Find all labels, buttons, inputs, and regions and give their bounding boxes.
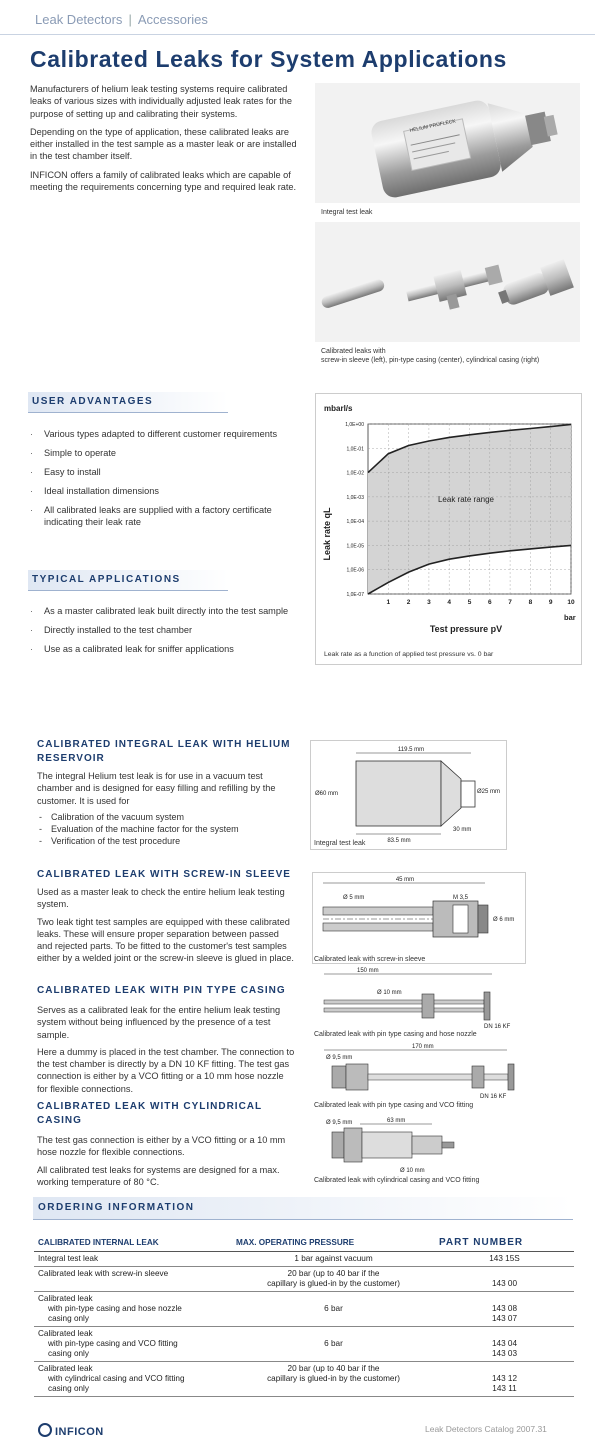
chart-y-tick-label: 1,0E-01 xyxy=(346,446,364,453)
cell-line: Integral test leak xyxy=(38,1254,99,1263)
list-item: - Evaluation of the machine factor for the system xyxy=(37,823,287,835)
pin-type-hose-drawing-box xyxy=(312,966,527,1028)
leak-rate-chart-box xyxy=(315,393,582,665)
header-rule xyxy=(0,34,595,35)
chart-y-tick-label: 1,0E-07 xyxy=(346,592,364,598)
cell-line xyxy=(439,1329,570,1339)
column-header-part-number: PART NUMBER xyxy=(435,1234,574,1252)
page-title: Calibrated Leaks for System Applications xyxy=(30,46,507,72)
screw-in-text xyxy=(37,886,295,965)
leak-rate-chart xyxy=(316,394,581,664)
chart-x-tick-label: 2 xyxy=(406,599,411,606)
integral-leak-drawing xyxy=(311,741,506,849)
breadcrumb-item-accessories[interactable]: Accessories xyxy=(137,12,208,27)
integral-leak-uses-list xyxy=(37,811,287,847)
cell-line: 143 00 xyxy=(491,1279,518,1288)
pin-type-vco-drawing-box xyxy=(312,1042,527,1100)
integral-leak-paragraph: The integral Helium test leak is for use in a vacuum test chamber and is designed for easy filling and refilling by the customer. It is used for xyxy=(37,771,276,806)
calibrated-leaks-caption xyxy=(321,347,539,365)
chart-y-tick-label: 1,0E-05 xyxy=(346,543,364,550)
chart-y-tick-label: 1,0E+00 xyxy=(345,422,364,428)
cell-pressure xyxy=(232,1292,435,1327)
cell-line xyxy=(439,1364,570,1374)
screw-in-drawing-caption: Calibrated leak with screw-in sleeve xyxy=(314,956,426,963)
cell-line: capillary is glued-in by the customer) xyxy=(267,1279,400,1288)
cell-leak-name xyxy=(34,1292,232,1327)
column-header-leak: CALIBRATED INTERNAL LEAK xyxy=(34,1234,232,1252)
chart-x-tick-label: 10 xyxy=(567,599,575,606)
screw-in-heading: CALIBRATED LEAK WITH SCREW-IN SLEEVE xyxy=(37,869,291,880)
cell-line: 143 12 xyxy=(491,1374,518,1383)
dim-diameter-neck: Ø25 mm xyxy=(477,789,501,795)
cell-line xyxy=(236,1294,431,1304)
typical-applications-rule xyxy=(28,590,228,591)
brand-logo xyxy=(38,1423,104,1438)
intro-text xyxy=(30,83,300,193)
cylindrical-drawing-caption: Calibrated leak with cylindrical casing and VCO fitting xyxy=(314,1177,480,1184)
integral-leak-caption: Integral test leak xyxy=(321,209,373,216)
list-item: · All calibrated leaks are supplied with a factory certificate indicating their leak rate xyxy=(28,504,293,528)
dim-flange: DN 16 KF xyxy=(484,1024,511,1028)
pin-type-hose-drawing xyxy=(312,966,527,1028)
calibrated-leaks-caption-line-2: screw-in sleeve (left), pin-type casing (center), cylindrical casing (right) xyxy=(321,357,540,364)
cell-leak-name xyxy=(34,1327,232,1362)
table-row xyxy=(34,1327,574,1362)
cell-line xyxy=(236,1329,431,1339)
cell-part-number xyxy=(435,1292,574,1327)
list-item: - Verification of the test procedure xyxy=(37,835,287,847)
user-advantages-list xyxy=(28,428,293,535)
typical-applications-list xyxy=(28,605,293,662)
ordering-rule xyxy=(33,1219,573,1220)
integral-leak-heading: CALIBRATED INTEGRAL LEAK WITH HELIUM RESERVOIR xyxy=(37,739,291,764)
cell-line: with pin-type casing and hose nozzle xyxy=(48,1304,182,1313)
dim-flange: DN 16 KF xyxy=(480,1094,507,1100)
cylindrical-drawing xyxy=(312,1112,492,1174)
leak-label-text: HELIUM PRÜFLECK xyxy=(409,118,457,135)
cell-line: 20 bar (up to 40 bar if the xyxy=(287,1364,380,1373)
chart-x-tick-label: 1 xyxy=(386,599,391,606)
chart-x-tick-label: 3 xyxy=(427,599,431,606)
cell-line: 143 03 xyxy=(491,1349,518,1358)
footer-catalog-ref: Leak Detectors Catalog 2007.31 xyxy=(425,1424,547,1434)
table-row xyxy=(34,1292,574,1327)
cell-part-number xyxy=(435,1252,574,1267)
chart-x-tick-label: 9 xyxy=(548,599,553,606)
dim-diameter: Ø 10 mm xyxy=(377,990,402,996)
list-item: · Ideal installation dimensions xyxy=(28,485,293,497)
cell-line: 143 04 xyxy=(491,1339,518,1348)
breadcrumb-separator: | xyxy=(128,12,132,27)
cell-line xyxy=(439,1269,570,1279)
integral-leak-text xyxy=(37,770,287,847)
calibrated-leaks-photo xyxy=(315,222,580,342)
dim-length: 119.5 mm xyxy=(397,747,425,753)
table-row xyxy=(34,1362,574,1397)
chart-x-tick-label: 5 xyxy=(467,599,472,606)
pin-type-vco-caption: Calibrated leak with pin type casing and VCO fitting xyxy=(314,1102,474,1109)
chart-y-unit: mbarl/s xyxy=(324,404,353,413)
chart-x-axis-label: Test pressure pV xyxy=(429,624,503,634)
list-item: · Various types adapted to different customer requirements xyxy=(28,428,293,440)
list-item: · Simple to operate xyxy=(28,447,293,459)
integral-leak-photo xyxy=(315,83,580,203)
pin-type-paragraph-2: Here a dummy is placed in the test chamber. The connection to the test chamber is directly by a DN 10 KF fitting. The test gas connection is either by a VCO fitting or a 10 mm hose nozzle for flexible connections. xyxy=(37,1046,295,1094)
cell-line: Calibrated leak with screw-in sleeve xyxy=(38,1269,169,1278)
cell-line: 6 bar xyxy=(324,1339,343,1348)
screw-in-drawing xyxy=(313,873,525,963)
cylindrical-drawing-box xyxy=(312,1112,492,1174)
cell-part-number xyxy=(435,1362,574,1397)
dim-diameter-small: Ø 5 mm xyxy=(343,895,365,901)
screw-in-drawing-box xyxy=(312,872,526,964)
typical-applications-heading: TYPICAL APPLICATIONS xyxy=(32,574,181,585)
dim-thread: M 3,5 xyxy=(453,895,469,901)
brand-name: INFICON xyxy=(55,1426,104,1438)
cell-line: with pin-type casing and VCO fitting xyxy=(48,1339,178,1348)
cell-pressure xyxy=(232,1327,435,1362)
dim-length: 170 mm xyxy=(412,1044,434,1050)
chart-x-tick-label: 4 xyxy=(447,599,452,606)
cylindrical-text xyxy=(37,1134,295,1188)
list-item: · As a master calibrated leak built directly into the test sample xyxy=(28,605,293,617)
chart-y-tick-label: 1,0E-03 xyxy=(346,494,364,501)
cell-pressure xyxy=(232,1252,435,1267)
dim-diameter-hose: Ø 10 mm xyxy=(400,1168,425,1174)
cell-line: casing only xyxy=(48,1314,89,1323)
dim-diameter-body: Ø60 mm xyxy=(315,791,339,797)
integral-leak-image xyxy=(315,83,580,203)
cell-leak-name xyxy=(34,1267,232,1292)
chart-y-axis-label: Leak rate qL xyxy=(322,507,332,561)
integral-drawing-caption: Integral test leak xyxy=(314,840,366,847)
cell-line: capillary is glued-in by the customer) xyxy=(267,1374,400,1383)
chart-y-tick-label: 1,0E-02 xyxy=(346,470,364,477)
pin-type-paragraph-1: Serves as a calibrated leak for the entire helium leak testing system without being influenced by the presence of a test sample. xyxy=(37,1005,281,1040)
cell-line: Calibrated leak xyxy=(38,1329,93,1338)
cylindrical-heading: CALIBRATED LEAK WITH CYLINDRICAL CASING xyxy=(37,1101,262,1126)
cell-line: 143 08 xyxy=(491,1304,518,1313)
dim-length: 63 mm xyxy=(387,1118,406,1124)
chart-y-tick-label: 1,0E-04 xyxy=(346,519,364,526)
pin-type-text xyxy=(37,1004,295,1095)
screw-in-paragraph-2: Two leak tight test samples are equipped with these calibrated leaks. These will ensure proper separation between passed and rejected parts. To be fitted to the customer's test samples either by a welded joint or the screw-in sleeve is glued in place. xyxy=(37,916,294,964)
cell-line: 20 bar (up to 40 bar if the xyxy=(287,1269,380,1278)
pin-type-vco-drawing xyxy=(312,1042,527,1100)
cell-line: casing only xyxy=(48,1349,89,1358)
cylindrical-paragraph-1: The test gas connection is either by a VCO fitting or a 10 mm hose nozzle for flexible connections. xyxy=(37,1135,286,1158)
column-header-pressure: MAX. OPERATING PRESSURE xyxy=(232,1234,435,1252)
screw-in-paragraph-1: Used as a master leak to check the entire helium leak testing system. xyxy=(37,887,285,910)
cell-pressure xyxy=(232,1267,435,1292)
table-row xyxy=(34,1252,574,1267)
table-header-row xyxy=(34,1234,574,1252)
cell-line xyxy=(439,1294,570,1304)
list-item: · Easy to install xyxy=(28,466,293,478)
cell-line: 1 bar against vacuum xyxy=(294,1254,373,1263)
dim-neck-length: 30 mm xyxy=(453,827,472,833)
dim-diameter-large: Ø 6 mm xyxy=(493,917,515,923)
calibrated-leaks-caption-line-1: Calibrated leaks with xyxy=(321,348,386,355)
ordering-table xyxy=(34,1234,574,1397)
intro-paragraph-3: INFICON offers a family of calibrated leaks which are capable of meeting the requirements concerning type and required leak rate. xyxy=(30,169,297,193)
chart-y-tick-label: 1,0E-06 xyxy=(346,567,364,574)
cell-line: with cylindrical casing and VCO fitting xyxy=(48,1374,185,1383)
cell-line: 143 07 xyxy=(491,1314,518,1323)
pin-type-heading: CALIBRATED LEAK WITH PIN TYPE CASING xyxy=(37,985,286,996)
dim-body-length: 83.5 mm xyxy=(387,838,411,844)
breadcrumb-item-leak-detectors[interactable]: Leak Detectors xyxy=(35,12,123,27)
dim-diameter: Ø 9,5 mm xyxy=(326,1055,353,1061)
chart-x-unit: bar xyxy=(564,613,576,622)
cell-leak-name xyxy=(34,1362,232,1397)
user-advantages-heading: USER ADVANTAGES xyxy=(32,396,154,407)
dim-length: 150 mm xyxy=(357,968,379,974)
intro-paragraph-2: Depending on the type of application, these calibrated leaks are either installed in the test sample as a master leak or are installed in the test chamber itself. xyxy=(30,126,297,162)
intro-paragraph-1: Manufacturers of helium leak testing systems require calibrated leaks of various sizes with individually adjusted leak rates for the purpose of setting up and calibrating their systems. xyxy=(30,84,292,119)
dim-overall: 45 mm xyxy=(395,877,415,883)
cell-part-number xyxy=(435,1267,574,1292)
list-item: · Directly installed to the test chamber xyxy=(28,624,293,636)
user-advantages-rule xyxy=(28,412,228,413)
breadcrumb xyxy=(35,12,208,27)
chart-x-tick-label: 7 xyxy=(508,599,512,606)
pin-type-hose-caption: Calibrated leak with pin type casing and hose nozzle xyxy=(314,1031,477,1038)
cell-pressure xyxy=(232,1362,435,1397)
list-item: - Calibration of the vacuum system xyxy=(37,811,287,823)
table-row xyxy=(34,1267,574,1292)
cell-line: Calibrated leak xyxy=(38,1294,93,1303)
chart-caption: Leak rate as a function of applied test pressure vs. 0 bar xyxy=(324,651,494,658)
cell-line: casing only xyxy=(48,1384,89,1393)
chart-x-tick-label: 6 xyxy=(487,599,492,606)
cylindrical-paragraph-2: All calibrated test leaks for systems are designed for a max. working temperature of 80 °C. xyxy=(37,1164,280,1187)
ordering-heading: ORDERING INFORMATION xyxy=(38,1202,195,1213)
brand-mark-icon xyxy=(38,1423,52,1437)
cell-part-number xyxy=(435,1327,574,1362)
cell-line: Calibrated leak xyxy=(38,1364,93,1373)
cell-line: 143 15S xyxy=(489,1254,520,1263)
cell-leak-name xyxy=(34,1252,232,1267)
cell-line: 6 bar xyxy=(324,1304,343,1313)
calibrated-leaks-image xyxy=(315,222,580,342)
list-item: · Use as a calibrated leak for sniffer applications xyxy=(28,643,293,655)
chart-annotation: Leak rate range xyxy=(437,495,495,504)
integral-leak-drawing-box xyxy=(310,740,507,850)
cell-line: 143 11 xyxy=(492,1384,517,1393)
chart-x-tick-label: 8 xyxy=(528,599,533,606)
dim-diameter-vco: Ø 9,5 mm xyxy=(326,1120,353,1126)
